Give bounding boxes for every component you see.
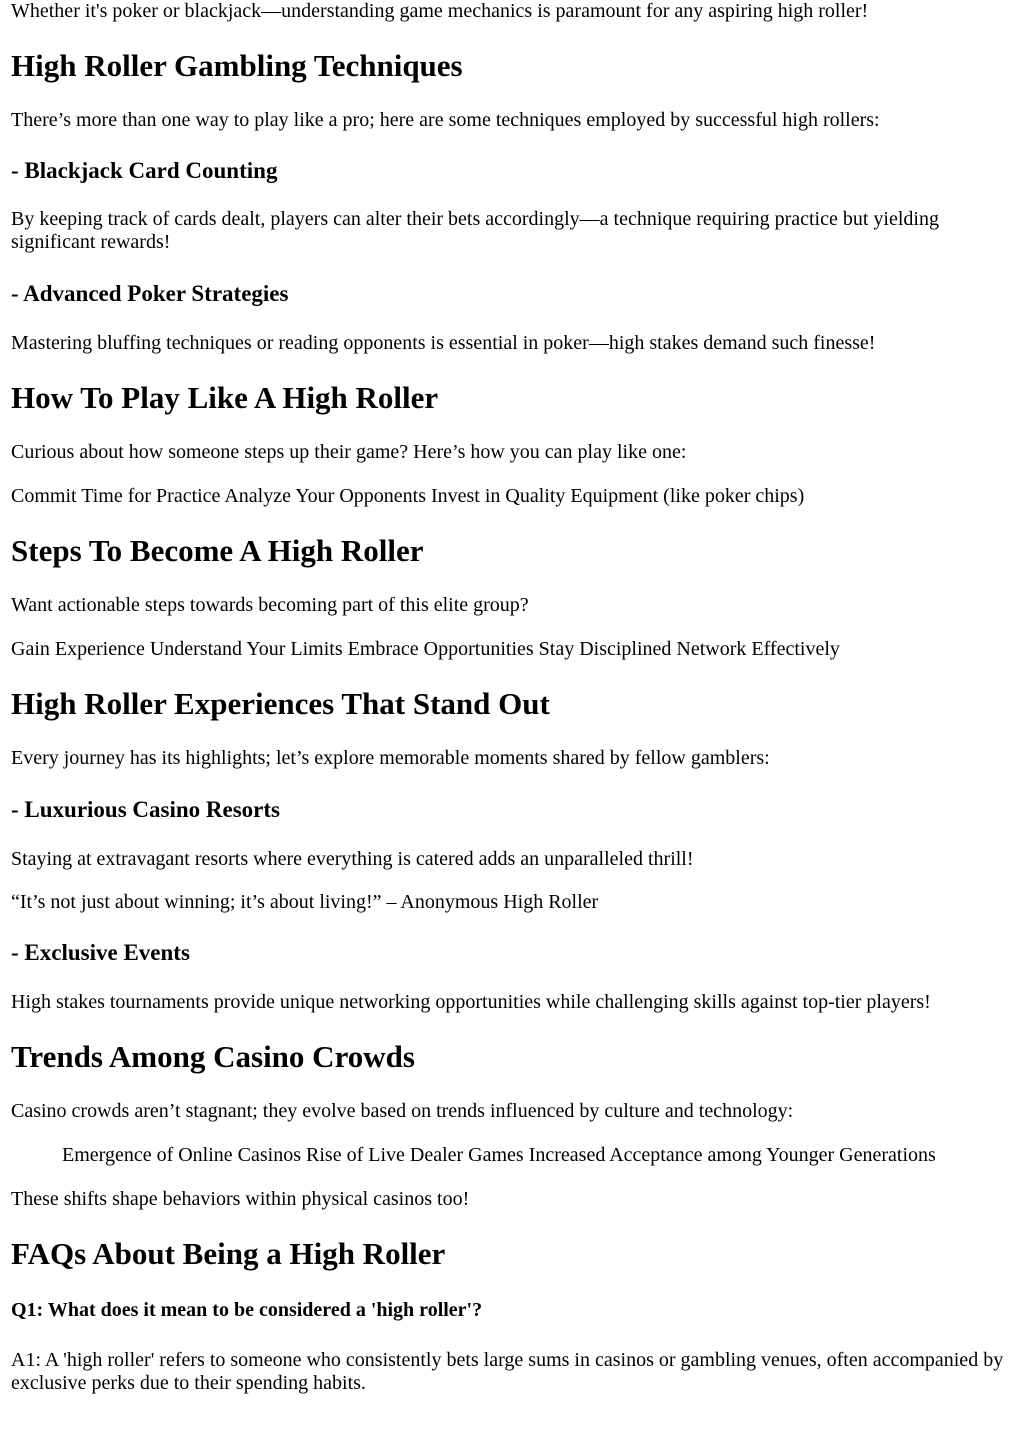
faq-q1-question: Q1: What does it mean to be considered a 'high roller'?: [11, 1299, 483, 1321]
experiences-heading: High Roller Experiences That Stand Out: [11, 686, 550, 721]
steps-heading: Steps To Become A High Roller: [11, 533, 424, 568]
card-counting-paragraph: By keeping track of cards dealt, players can alter their bets accordingly—a technique requiring practice but yielding significant rewards!: [11, 208, 939, 253]
poker-strategies-paragraph: Mastering bluffing techniques or reading opponents is essential in poker—high stakes demand such finesse!: [11, 332, 876, 354]
how-to-play-intro-paragraph: Curious about how someone steps up their game? Here’s how you can play like one:: [11, 441, 687, 463]
resorts-paragraph: Staying at extravagant resorts where everything is catered adds an unparalleled thrill!: [11, 848, 694, 870]
steps-items: Gain Experience Understand Your Limits Embrace Opportunities Stay Disciplined Network Effectively: [11, 638, 840, 660]
card-counting-heading: - Blackjack Card Counting: [11, 158, 278, 183]
events-paragraph: High stakes tournaments provide unique networking opportunities while challenging skills against top-tier players!: [11, 991, 931, 1013]
resorts-heading: - Luxurious Casino Resorts: [11, 797, 281, 822]
intro-tail-paragraph: Whether it's poker or blackjack—understanding game mechanics is paramount for any aspiring high roller!: [11, 0, 869, 22]
trends-heading: Trends Among Casino Crowds: [11, 1039, 415, 1074]
trends-items: Emergence of Online Casinos Rise of Live Dealer Games Increased Acceptance among Younger Generations: [62, 1144, 936, 1166]
experiences-intro-paragraph: Every journey has its highlights; let’s explore memorable moments shared by fellow gamblers:: [11, 747, 770, 769]
trends-outro-paragraph: These shifts shape behaviors within physical casinos too!: [11, 1188, 470, 1210]
techniques-heading: High Roller Gambling Techniques: [11, 48, 463, 83]
techniques-intro-paragraph: There’s more than one way to play like a pro; here are some techniques employed by successful high rollers:: [11, 109, 880, 131]
faq-a1-answer: A1: A 'high roller' refers to someone who consistently bets large sums in casinos or gambling venues, often accompanied by exclusive perks due to their spending habits.: [11, 1349, 1004, 1394]
events-heading: - Exclusive Events: [11, 940, 190, 965]
how-to-play-heading: How To Play Like A High Roller: [11, 380, 439, 415]
faqs-heading: FAQs About Being a High Roller: [11, 1236, 446, 1271]
how-to-play-items: Commit Time for Practice Analyze Your Opponents Invest in Quality Equipment (like poker chips): [11, 485, 805, 507]
resorts-quote: “It’s not just about winning; it’s about living!” – Anonymous High Roller: [11, 891, 599, 913]
steps-intro-paragraph: Want actionable steps towards becoming part of this elite group?: [11, 594, 529, 616]
poker-strategies-heading: - Advanced Poker Strategies: [11, 281, 289, 306]
trends-intro-paragraph: Casino crowds aren’t stagnant; they evolve based on trends influenced by culture and technology:: [11, 1100, 794, 1122]
